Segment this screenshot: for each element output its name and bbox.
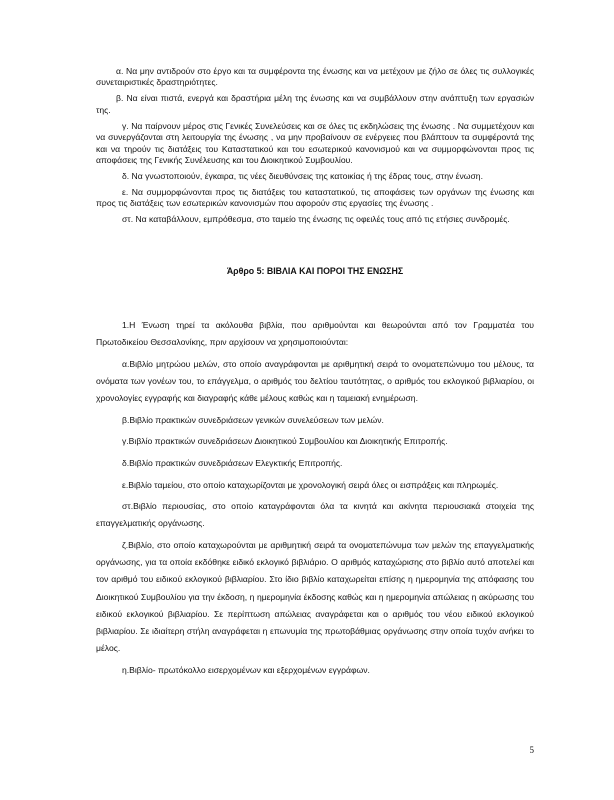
obligation-item-d: δ. Να γνωστοποιούν, έγκαιρα, τις νέες διευθύνσεις της κατοικίας ή της έδρας τους, στην ένωση. xyxy=(122,171,483,182)
obligation-item-a: α. Να μην αντιδρούν στο έργο και τα συμφέροντα της ένωσης και να μετέχουν με ζήλο σε όλες τις συλλογικές συνεταιριστικές δραστηριότητες. xyxy=(96,66,534,88)
book-item-c: γ.Βιβλίο πρακτικών συνεδριάσεων Διοικητικού Συμβουλίου και Διοικητικής Επιτροπής. xyxy=(122,436,448,447)
article-heading: Άρθρο 5: ΒΙΒΛΙΑ ΚΑΙ ΠΟΡΟΙ ΤΗΣ ΕΝΩΣΗΣ xyxy=(226,266,404,276)
books-section xyxy=(96,317,534,683)
page-number: 5 xyxy=(529,745,534,755)
book-item-b: β.Βιβλίο πρακτικών συνεδριάσεων γενικών συνελεύσεων των μελών. xyxy=(122,414,384,425)
obligation-item-st: στ. Να καταβάλλουν, εμπρόθεσμα, στο ταμείο της ένωσης τις οφειλές τους από τις ετήσιες συνδρομές. xyxy=(122,214,510,225)
obligation-item-e: ε. Να συμμορφώνονται προς τις διατάξεις του καταστατικού, τις αποφάσεις των οργάνων της ένωσης και προς τις διατάξεις των εσωτερικών κανονισμών που αφορούν στις εργασίες της ένωσης . xyxy=(96,187,534,209)
obligation-item-c: γ. Να παίρνουν μέρος στις Γενικές Συνελεύσεις και σε όλες τις εκδηλώσεις της ένωσης . Να συμμετέχουν και να συνεργάζονται στη λειτουργία της ένωσης , να μην προβαίνουν σε ενέργειες που βλάπτουν τα συμφέροντά της και να τηρούν τις διατάξεις του Καταστατικού και του εσωτερικού κανονισμού και να συμμορφώνονται προς τις αποφάσεις της Γενικής Συνέλευσης και του Διοικητικού Συμβουλίου. xyxy=(96,120,534,166)
member-obligations-section xyxy=(96,66,534,230)
book-item-h: η.Βιβλίο- πρωτόκολλο εισερχομένων και εξερχομένων εγγράφων. xyxy=(122,664,370,675)
obligation-item-b: β. Να είναι πιστά, ενεργά και δραστήρια μέλη της ένωσης και να συμβάλλουν στην ανάπτυξη των εργασιών της. xyxy=(96,93,534,115)
book-item-z: ζ.Βιβλίο, στο οποίο καταχωρούνται με αριθμητική σειρά τα ονοματεπώνυμα των μελών της επαγγελματικής οργάνωσης, για τα οποία εκδόθηκε ειδικό εκλογικό βιβλιάριο. Ο αριθμός καταχώρισης στο βιβλίο αυτό αποτελεί και τον αριθμό του ειδικού εκλογικού βιβλιαρίου. Στο ίδιο βιβλίο καταχωρείται επίσης η ημερομηνία της απόφασης του Διοικητικού Συμβουλίου για την έκδοση, η ημερομηνία έκδοσης καθώς και η ημερομηνία απώλειας η ακύρωσης του ειδικού εκλογικού βιβλιαρίου. Σε περίπτωση απώλειας αναγράφεται και ο αριθμός του νέου ειδικού εκλογικού βιβλιαρίου. Σε ιδιαίτερη στήλη αναγράφεται η επωνυμία της πρωτοβάθμιας οργάνωσης στην οποία τυχόν ανήκει το μέλος. xyxy=(96,539,534,654)
book-item-st: στ.Βιβλίο περιουσίας, στο οποίο καταγράφονται όλα τα κινητά και ακίνητα περιουσιακά στοιχεία της επαγγελματικής οργάνωσης. xyxy=(96,501,534,529)
book-item-d: δ.Βιβλίο πρακτικών συνεδριάσεων Ελεγκτικής Επιτροπής. xyxy=(122,457,343,468)
books-intro: 1.Η Ένωση τηρεί τα ακόλουθα βιβλία, που αριθμούνται και θεωρούνται από τον Γραμματέα του Πρωτοδικείου Θεσσαλονίκης, πριν αρχίσουν να χρησιμοποιούνται: xyxy=(96,320,534,348)
book-item-e: ε.Βιβλίο ταμείου, στο οποίο καταχωρίζονται με χρονολογική σειρά όλες οι εισπράξεις και πληρωμές. xyxy=(122,479,499,490)
book-item-a: α.Βιβλίο μητρώου μελών, στο οποίο αναγράφονται με αριθμητική σειρά το ονοματεπώνυμο του μέλους, τα ονόματα των γονέων του, το επάγγελμα, ο αριθμός του δελτίου ταυτότητας, ο αριθμός του εκλογικού βιβλιαρίου, οι χρονολογίες εγγραφής και διαγραφής κάθε μέλους καθώς και η ταμειακή ενημέρωση. xyxy=(96,358,534,404)
